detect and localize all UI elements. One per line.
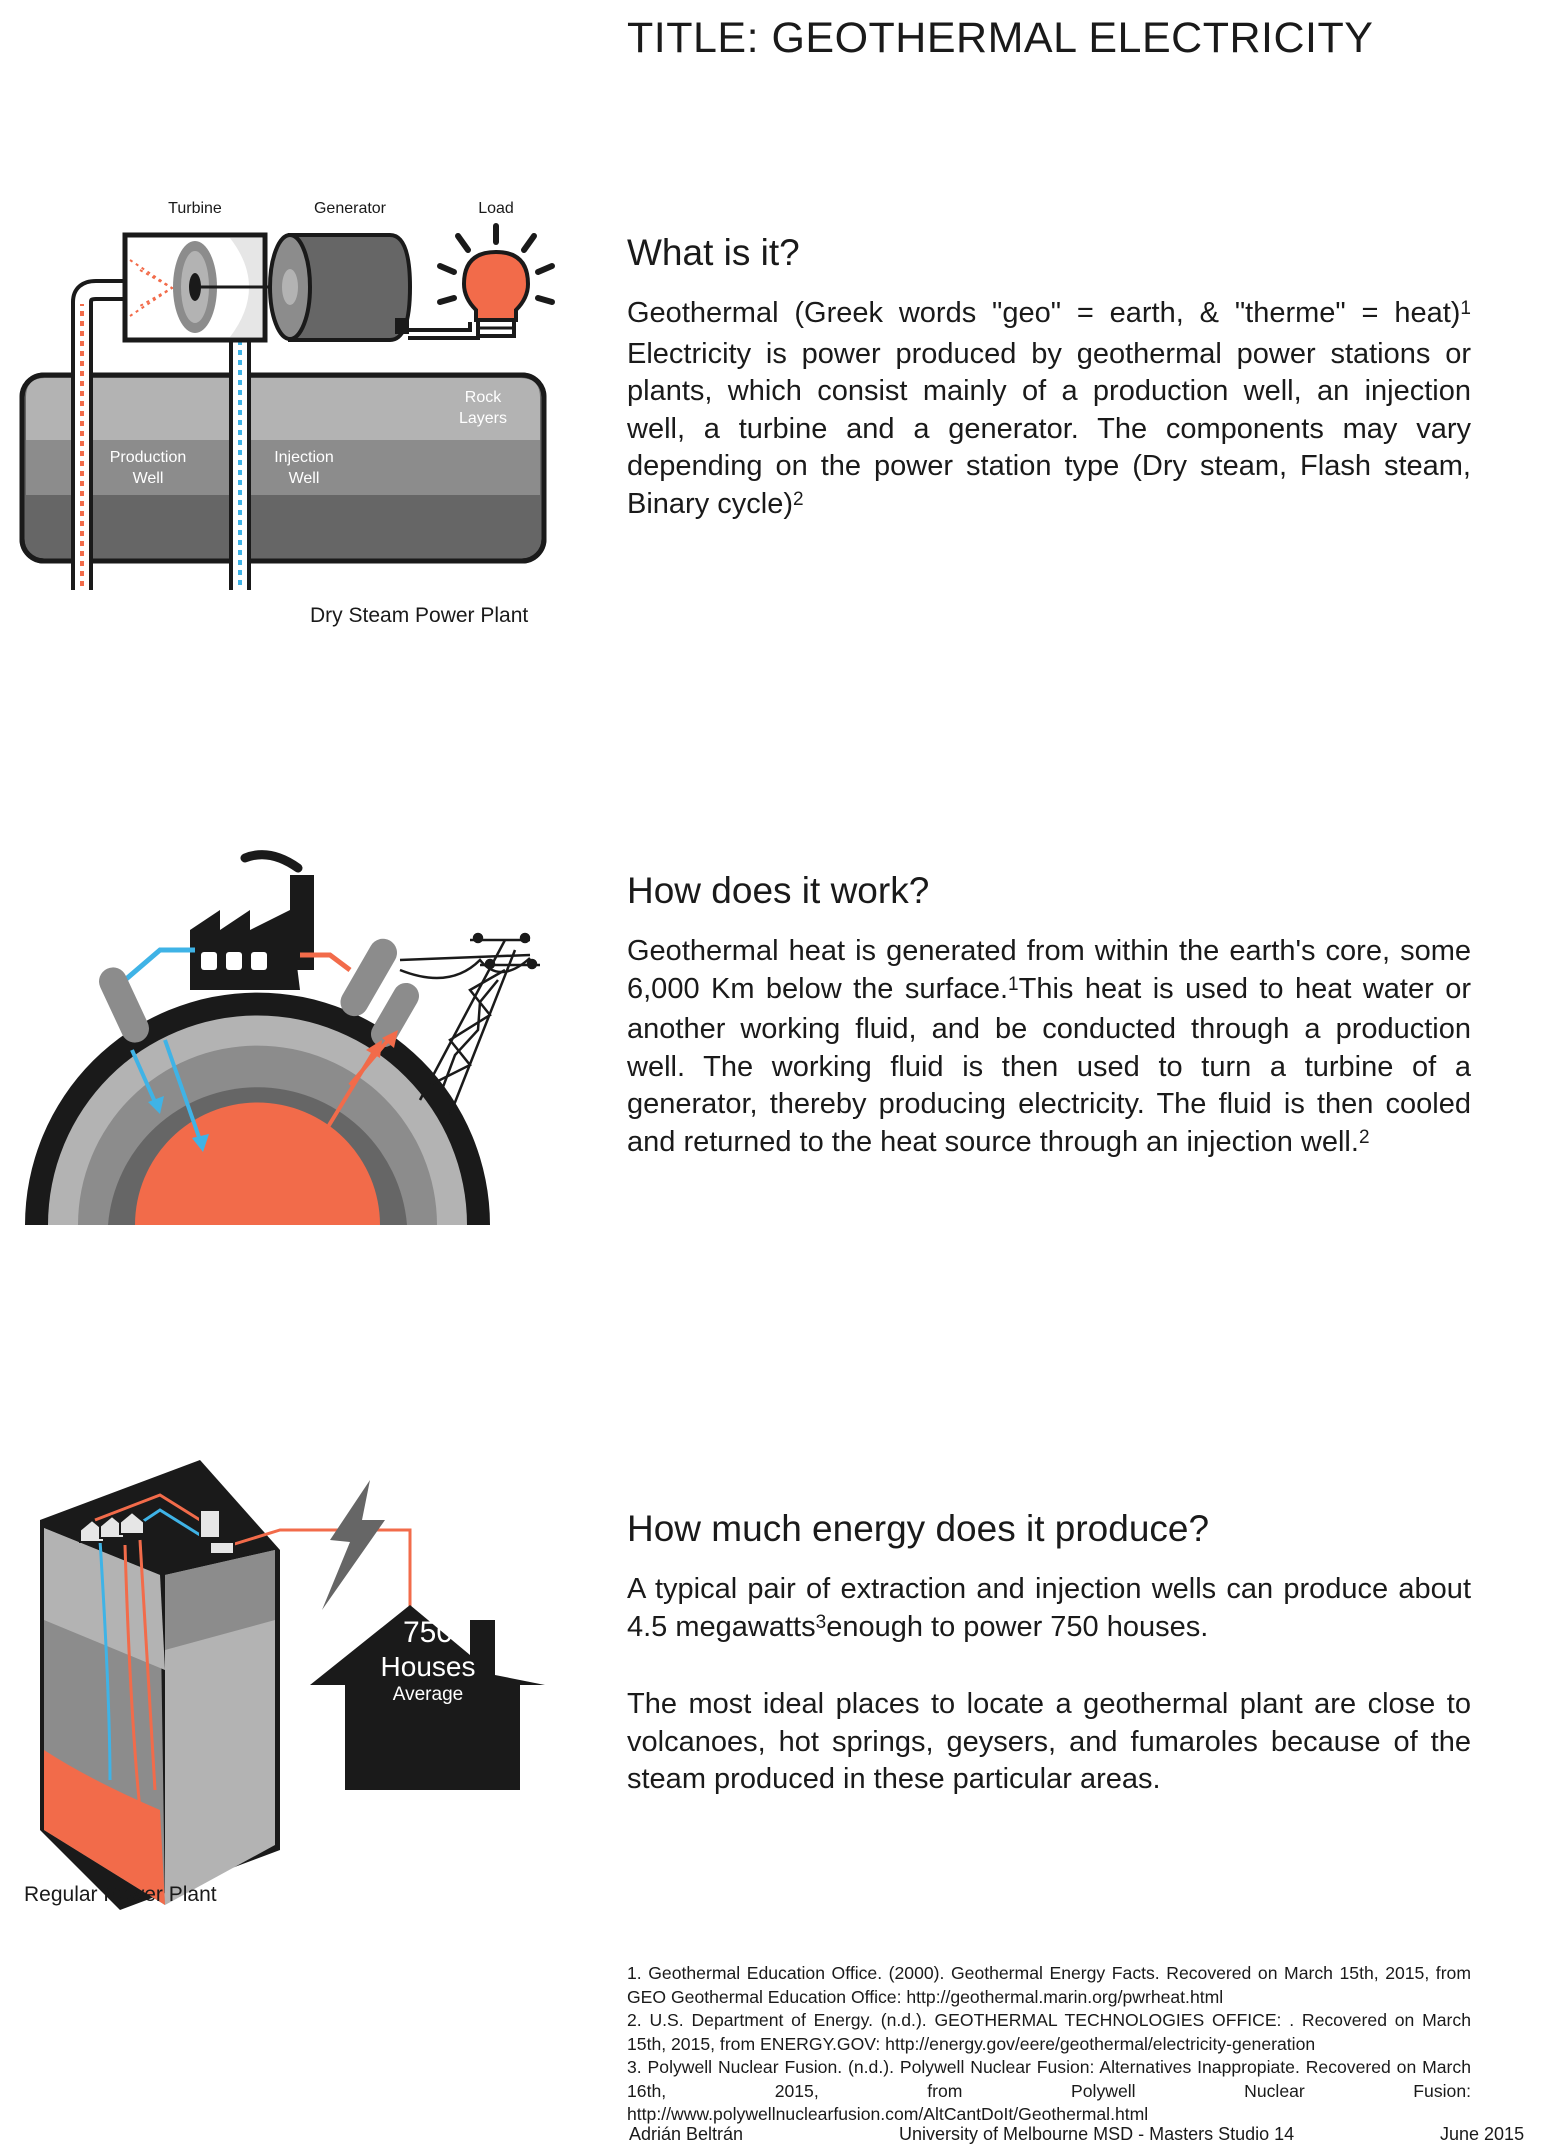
section1-heading: What is it? [627,232,800,273]
production-well-label-2: Well [132,470,164,487]
injection-well-label-1: Injection [274,449,334,466]
dry-steam-caption: Dry Steam Power Plant [310,604,529,627]
rock-layers-label-1: Rock [464,389,502,406]
reference-3: 3. Polywell Nuclear Fusion. (n.d.). Polywell Nuclear Fusion: Alternatives Inappropiate. Recovered on March 16th, 2015, from Polywell Nuclear Fusion: http://www.polywellnuclearfusion.com/AltCantDoIt/Geothermal.html [627,2057,1471,2124]
earth-dome [25,993,490,1225]
section2-heading: How does it work? [627,870,930,911]
load-label: Load [478,200,514,217]
earth-core-diagram [0,840,560,1240]
house-label: Houses [380,1651,476,1682]
section1-ref-a: 1 [1460,298,1471,319]
injection-well-label-2: Well [288,470,320,487]
section3-text-b: enough to power 750 houses. [826,1610,1209,1643]
regular-plant-diagram [0,1450,560,1870]
house-sub-label: Average [392,1684,464,1705]
footer-author: Adrián Beltrán [629,2124,744,2144]
section3-paragraph-2: The most ideal places to locate a geothermal plant are close to volcanoes, hot springs, geysers, and fumaroles because of the steam produced in these particular areas. [627,1688,1471,1795]
generator-icon [270,235,478,340]
rock-layers-label-2: Layers [458,410,508,427]
dry-steam-diagram [0,190,560,590]
production-well-label-1: Production [109,449,187,466]
references [627,1962,1471,2127]
generator-label: Generator [313,200,387,217]
section2-text-b: This heat is used to heat water or another working fluid, and be conducted through a production well. The working fluid is then used to turn a turbine of a generator, thereby producing electricity. The fluid is then cooled and returned to the heat source through an injection well. [627,972,1471,1158]
section1-text-a: Geothermal (Greek words "geo" = earth, & "therme" = heat) [627,297,1461,329]
section2-ref-b: 2 [1358,1126,1370,1148]
footer-date: June 2015 [1440,2124,1525,2144]
section1-ref-b: 2 [793,488,804,510]
section3-text-a: A typical pair of extraction and injection wells can produce about 4.5 megawatts [627,1573,1471,1643]
regular-plant-caption: Regular Power Plant [24,1883,217,1906]
reference-2: 2. U.S. Department of Energy. (n.d.). GEOTHERMAL TECHNOLOGIES OFFICE: . Recovered on March 15th, 2015, from ENERGY.GOV: http://energy.gov/eere/geothermal/electricity-generation [627,2010,1471,2054]
earth-block [40,1460,280,1910]
reference-1: 1. Geothermal Education Office. (2000). Geothermal Energy Facts. Recovered on March 15th, 2015, from GEO Geothermal Education Office: http://geothermal.marin.org/pwrheat.html [627,1963,1471,2007]
section3-heading: How much energy does it produce? [627,1508,1210,1549]
section2-ref-a: 1 [1008,973,1019,995]
footer-institution: University of Melbourne MSD - Masters Studio 14 [899,2124,1295,2144]
section2-body [627,933,1471,1164]
light-bulb-icon [440,226,552,336]
section3-paragraph-1 [627,1571,1471,1649]
section1-text-b: Electricity is power produced by geothermal power stations or plants, which consist mainly of a production well, an injection well, a turbine and a generator. The components may vary depending on the power station type (Dry steam, Flash steam, Binary cycle) [627,337,1471,520]
turbine-label: Turbine [168,200,222,217]
house-count: 750 [402,1616,454,1649]
page-title: TITLE: GEOTHERMAL ELECTRICITY [627,14,1374,62]
lightning-icon [322,1480,385,1610]
section3-body [627,1571,1471,1836]
section2-text-a: Geothermal heat is generated from within the earth's core, some 6,000 Km below the surface. [627,935,1471,1005]
section3-ref-a: 3 [815,1611,827,1633]
factory-icon [190,875,314,990]
section1-body [627,295,1471,526]
